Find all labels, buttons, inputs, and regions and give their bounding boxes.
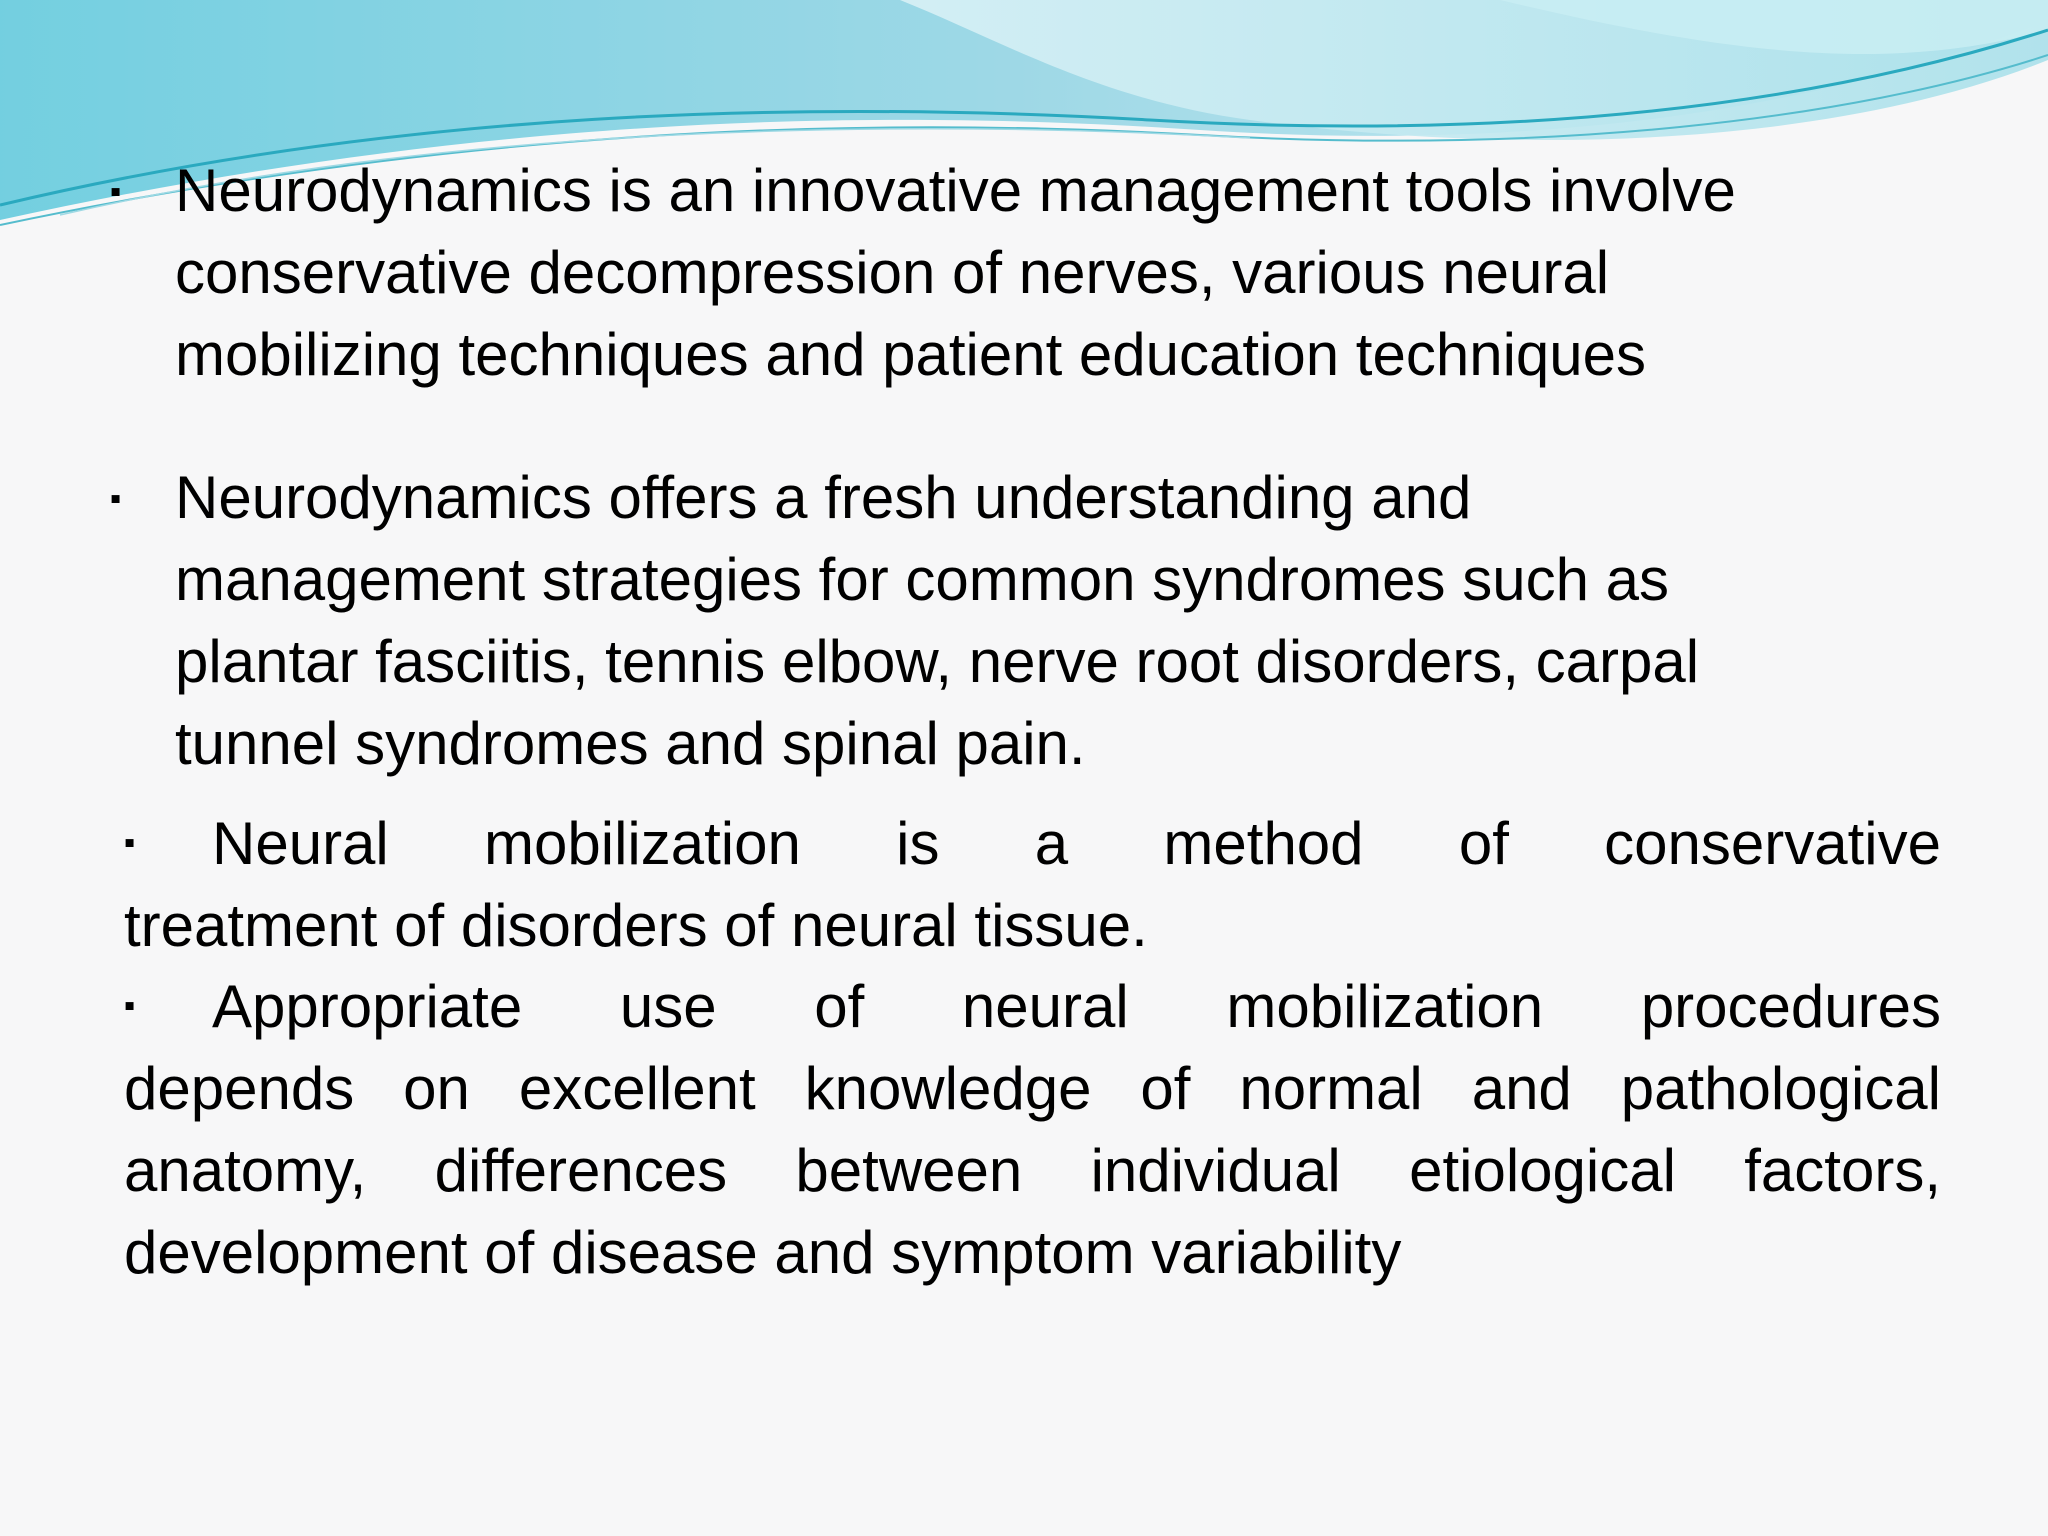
bullet-marker: ▪ — [124, 824, 136, 860]
bullet-text-line: Neurodynamics offers a fresh understanding and — [175, 464, 1472, 531]
bullet-text-line: management strategies for common syndromes such as — [175, 546, 1669, 613]
bullet-text-line: depends on excellent knowledge of normal and pathological — [124, 1055, 1941, 1123]
bullet-marker: ▪ — [124, 987, 136, 1023]
bullet-text-line: development of disease and symptom variability — [124, 1219, 1402, 1287]
bullet-neurodynamics-syndromes — [110, 457, 2048, 785]
bullet-text-line: conservative decompression of nerves, various neural — [175, 239, 1610, 306]
bullet-neural-mobilization — [124, 801, 1941, 967]
bullet-text-line: treatment of disorders of neural tissue. — [124, 892, 1148, 960]
bullet-text: Neural mobilization is a method of conservative — [212, 810, 1941, 878]
bullet-neurodynamics-tools — [110, 150, 2048, 396]
bullet-marker: ▪ — [110, 173, 122, 209]
bullet-text-line-with-marker — [124, 801, 1941, 885]
bullet-text-line: anatomy, differences between individual etiological factors, — [124, 1137, 1941, 1205]
bullet-text: Appropriate use of neural mobilization procedures — [212, 973, 1941, 1041]
bullet-text-line-with-marker — [124, 964, 1941, 1048]
bullet-text-line: tunnel syndromes and spinal pain. — [175, 710, 1086, 777]
bullet-text-line: Neurodynamics is an innovative management tools involve — [175, 157, 1736, 224]
bullet-text-line: mobilizing techniques and patient education techniques — [175, 321, 1647, 388]
bullet-marker: ▪ — [110, 480, 122, 516]
bullet-text-line: plantar fasciitis, tennis elbow, nerve root disorders, carpal — [175, 628, 1700, 695]
bullet-appropriate-use — [124, 964, 1941, 1294]
